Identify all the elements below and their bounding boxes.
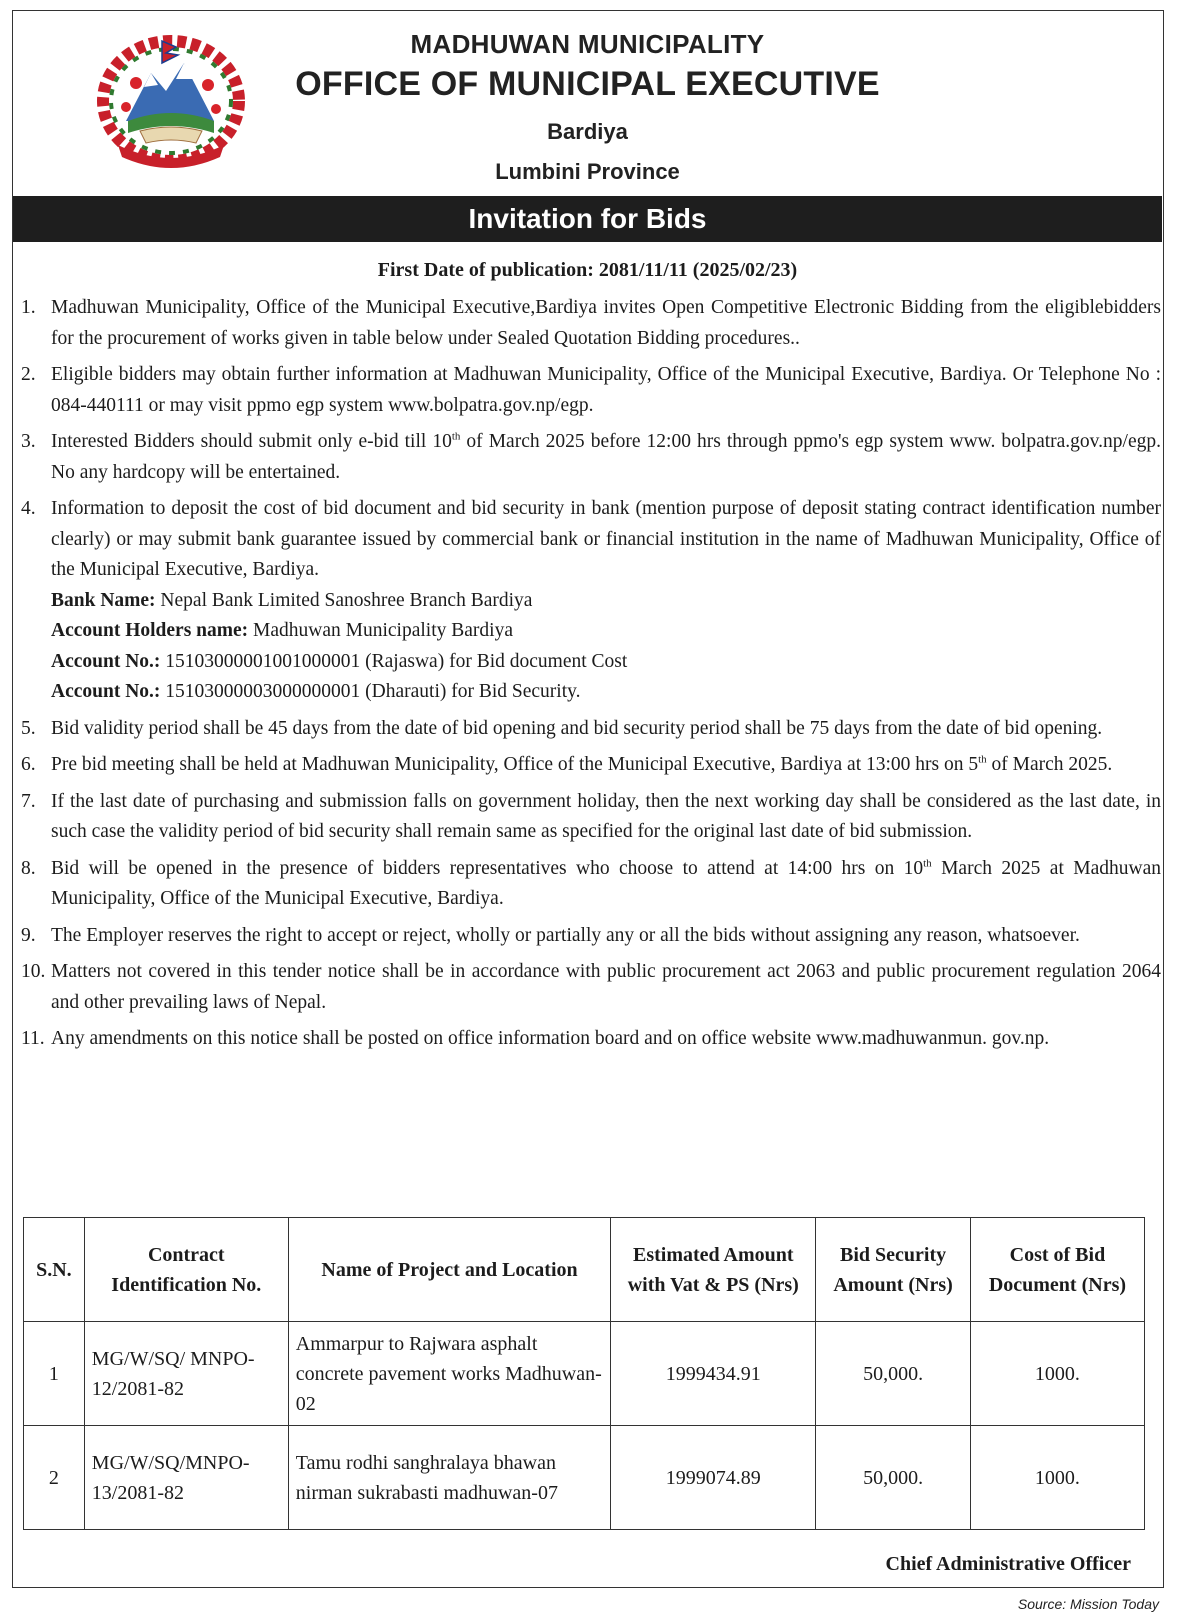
item-text: Any amendments on this notice shall be posted on office information board and on office website www.madhuwanmun. gov.np. bbox=[51, 1028, 1050, 1049]
source-credit: Source: Mission Today bbox=[1017, 1596, 1159, 1612]
item-number: 11. bbox=[21, 1028, 45, 1049]
list-item bbox=[21, 921, 1161, 952]
item-number: 2. bbox=[21, 364, 36, 385]
cell-bid-security: 50,000. bbox=[816, 1426, 971, 1530]
item-text: The Employer reserves the right to accept or reject, wholly or partially any or all the bids without assigning any reason, whatsoever. bbox=[51, 924, 1080, 946]
account-number-label: Account No.: bbox=[51, 681, 161, 702]
column-header-estimated-amount: Estimated Amount with Vat & PS (Nrs) bbox=[611, 1218, 816, 1322]
account-number-rajaswa bbox=[51, 647, 1161, 678]
account-holder-label: Account Holders name: bbox=[51, 620, 249, 641]
cell-estimated-amount: 1999434.91 bbox=[611, 1322, 816, 1426]
cell-estimated-amount: 1999074.89 bbox=[611, 1426, 816, 1530]
list-item bbox=[21, 787, 1161, 848]
cell-sn: 1 bbox=[24, 1322, 85, 1426]
notice-items bbox=[21, 293, 1161, 1061]
column-header-project: Name of Project and Location bbox=[288, 1218, 610, 1322]
cell-contract-id: MG/W/SQ/MNPO-13/2081-82 bbox=[84, 1426, 288, 1530]
item-text: of March 2025. bbox=[986, 754, 1113, 775]
publication-date: First Date of publication: 2081/11/11 (2025/02/23) bbox=[377, 259, 798, 281]
item-text: Interested Bidders should submit only e-bid till 10 bbox=[51, 431, 452, 452]
item-text: March 2025 at Madhuwan Municipality, Office of the Municipal Executive, Bardiya. bbox=[51, 857, 1161, 909]
account-number-value: 15103000001001000001 (Rajaswa) for Bid document Cost bbox=[160, 650, 628, 672]
item-number: 3. bbox=[21, 431, 36, 452]
district-name: Bardiya bbox=[547, 119, 628, 144]
item-number: 6. bbox=[21, 754, 36, 775]
account-number-dharauti bbox=[51, 677, 1161, 708]
item-number: 9. bbox=[21, 924, 36, 946]
item-number: 8. bbox=[21, 857, 36, 879]
letterhead bbox=[13, 11, 1162, 196]
column-header-bid-document-cost: Cost of Bid Document (Nrs) bbox=[970, 1218, 1144, 1322]
notice-title-banner: Invitation for Bids bbox=[13, 196, 1162, 242]
province-name: Lumbini Province bbox=[495, 159, 680, 184]
column-header-contract-id: Contract Identification No. bbox=[84, 1218, 288, 1322]
list-item bbox=[21, 494, 1161, 708]
column-header-bid-security: Bid Security Amount (Nrs) bbox=[816, 1218, 971, 1322]
notice-frame bbox=[12, 10, 1164, 1588]
list-item bbox=[21, 957, 1161, 1018]
item-text: If the last date of purchasing and submission falls on government holiday, then the next working day shall be considered as the last date, in such case the validity period of bid security shall remain same as specified for the original last date of bid submission. bbox=[51, 790, 1161, 842]
item-number: 5. bbox=[21, 717, 36, 739]
table-row bbox=[24, 1426, 1145, 1530]
table-row bbox=[24, 1322, 1145, 1426]
account-number-value: 15103000003000000001 (Dharauti) for Bid Security. bbox=[160, 681, 581, 702]
ordinal-suffix: th bbox=[923, 857, 932, 869]
account-holder bbox=[51, 616, 1161, 647]
account-number-label: Account No.: bbox=[51, 650, 161, 672]
signatory-title: Chief Administrative Officer bbox=[885, 1553, 1131, 1575]
list-item bbox=[21, 427, 1161, 488]
cell-bid-document-cost: 1000. bbox=[970, 1426, 1144, 1530]
ordinal-suffix: th bbox=[978, 753, 987, 766]
list-item bbox=[21, 854, 1161, 915]
cell-bid-document-cost: 1000. bbox=[970, 1322, 1144, 1426]
item-number: 7. bbox=[21, 790, 36, 812]
cell-bid-security: 50,000. bbox=[816, 1322, 971, 1426]
cell-project: Tamu rodhi sanghralaya bhawan nirman sukrabasti madhuwan-07 bbox=[288, 1426, 610, 1530]
list-item bbox=[21, 360, 1161, 421]
bank-name bbox=[51, 586, 1161, 617]
list-item bbox=[21, 750, 1161, 781]
office-name: OFFICE OF MUNICIPAL EXECUTIVE bbox=[295, 65, 880, 103]
cell-contract-id: MG/W/SQ/ MNPO-12/2081-82 bbox=[84, 1322, 288, 1426]
item-text: of March 2025 before 12:00 hrs through ppmo's egp system www. bolpatra.gov.np/egp. No any hardcopy will be entertained. bbox=[51, 431, 1161, 483]
item-number: 1. bbox=[21, 297, 36, 318]
item-text: Bid validity period shall be 45 days from the date of bid opening and bid security period shall be 75 days from the date of bid opening. bbox=[51, 717, 1103, 739]
cell-project: Ammarpur to Rajwara asphalt concrete pavement works Madhuwan-02 bbox=[288, 1322, 610, 1426]
list-item bbox=[21, 714, 1161, 745]
item-text: Eligible bidders may obtain further information at Madhuwan Municipality, Office of the Municipal Executive, Bardiya. Or Telephone No : 084-440111 or may visit ppmo egp system www.bolpatra.gov.np/egp. bbox=[51, 364, 1161, 416]
bank-name-value: Nepal Bank Limited Sanoshree Branch Bardiya bbox=[155, 589, 533, 611]
item-text: Information to deposit the cost of bid document and bid security in bank (mention purpose of deposit stating contract identification number clearly) or may submit bank guarantee issued by commercial bank or financial institution in the name of Madhuwan Municipality, Office of the Municipal Executive, Bardiya. bbox=[51, 498, 1161, 580]
item-number: 4. bbox=[21, 498, 36, 519]
item-text: Matters not covered in this tender notice shall be in accordance with public procurement act 2063 and public procurement regulation 2064 and other prevailing laws of Nepal. bbox=[51, 961, 1161, 1013]
account-holder-value: Madhuwan Municipality Bardiya bbox=[248, 620, 513, 641]
bids-table bbox=[23, 1217, 1145, 1530]
municipality-name: MADHUWAN MUNICIPALITY bbox=[410, 29, 765, 59]
bank-name-label: Bank Name: bbox=[51, 589, 156, 611]
item-number: 10. bbox=[21, 961, 46, 982]
item-text: Bid will be opened in the presence of bidders representatives who choose to attend at 14:00 hrs on 10 bbox=[51, 857, 924, 879]
column-header-sn: S.N. bbox=[24, 1218, 85, 1322]
item-text: Madhuwan Municipality, Office of the Municipal Executive,Bardiya invites Open Competitive Electronic Bidding from the eligiblebidders for the procurement of works given in table below under Sealed Quotation Bidding procedures.. bbox=[51, 297, 1161, 349]
cell-sn: 2 bbox=[24, 1426, 85, 1530]
ordinal-suffix: th bbox=[451, 430, 461, 443]
table-header-row bbox=[24, 1218, 1145, 1322]
list-item bbox=[21, 1024, 1161, 1055]
item-text: Pre bid meeting shall be held at Madhuwan Municipality, Office of the Municipal Executive, Bardiya at 13:00 hrs on 5 bbox=[51, 754, 979, 775]
list-item bbox=[21, 293, 1161, 354]
